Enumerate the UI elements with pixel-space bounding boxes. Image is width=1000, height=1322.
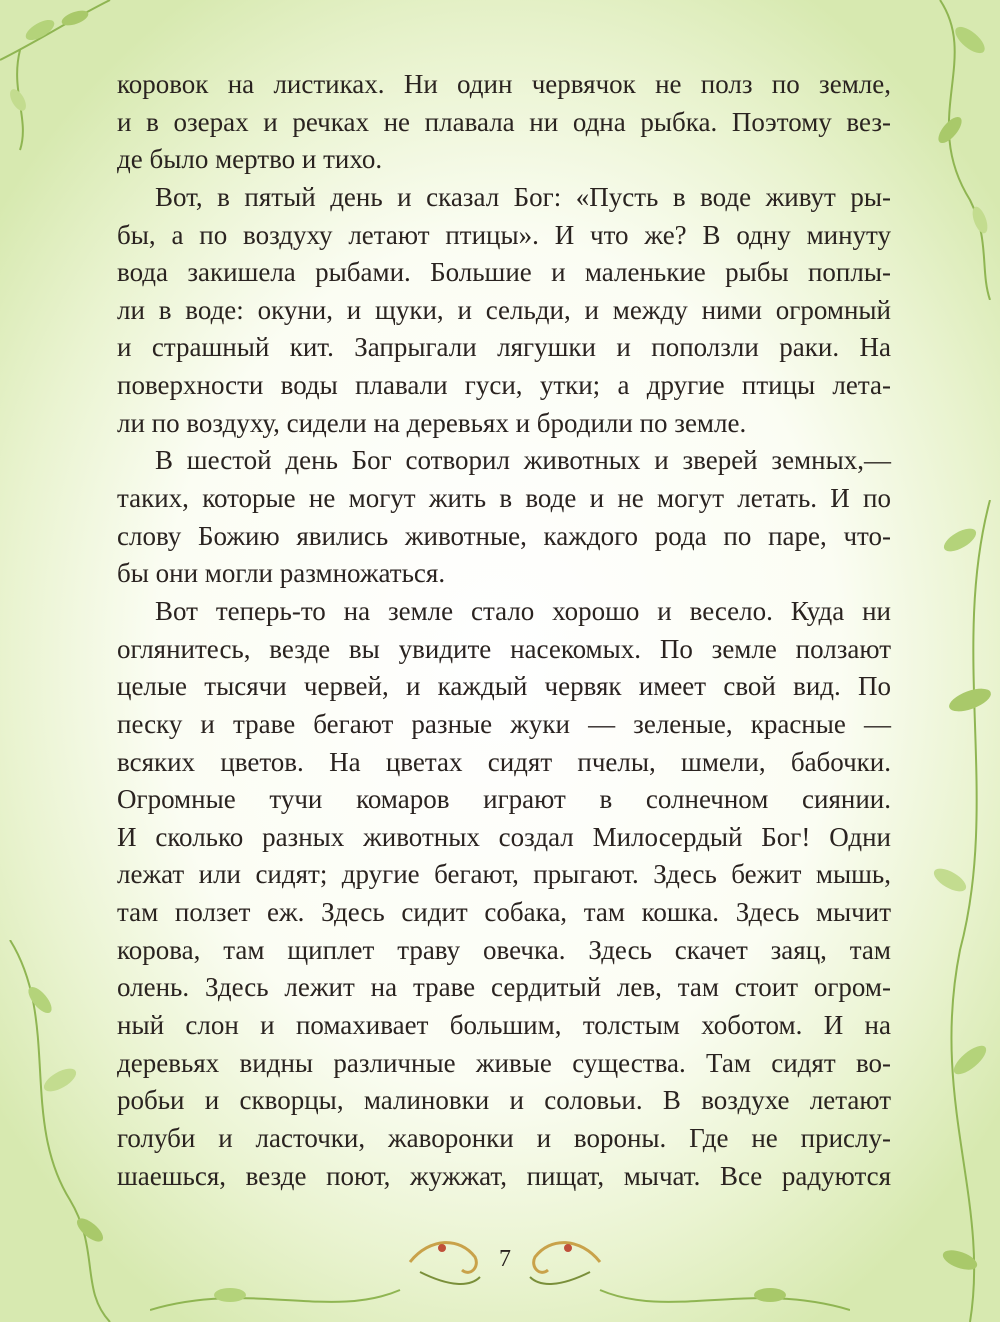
text-line: корова, там щиплет траву овечка. Здесь скачет заяц, там: [117, 934, 891, 965]
text-line: де было мертво и тихо.: [117, 144, 383, 175]
text-line: коровок на листиках. Ни один червячок не полз по земле,: [117, 69, 891, 99]
text-line: Огромные тучи комаров играют в солнечном сиянии.: [117, 784, 891, 815]
text-line: целые тысячи червей, и каждый червяк имеет свой вид. По: [117, 671, 891, 702]
body-text: [117, 66, 891, 1195]
text-line: робьи и скворцы, малиновки и соловьи. В воздухе летают: [117, 1085, 891, 1116]
text-line: вода закишела рыбами. Большие и маленькие рыбы поплы-: [117, 257, 891, 288]
floral-vine-right: [890, 500, 1000, 1322]
text-line: голуби и ласточки, жаворонки и вороны. Где не прислу-: [117, 1122, 891, 1153]
text-line: ли по воздуху, сидели на деревьях и бродили по земле.: [117, 407, 747, 438]
text-line: бы, а по воздуху летают птицы». И что же? В одну минуту: [117, 219, 891, 250]
text-line: всяких цветов. На цветах сидят пчелы, шмели, бабочки.: [117, 746, 891, 777]
text-line: бы они могли размножаться.: [117, 558, 446, 589]
text-line: В шестой день Бог сотворил животных и зверей земных,—: [155, 445, 891, 476]
text-line: и в озерах и речках не плавала ни одна рыбка. Поэтому вез-: [117, 106, 891, 137]
text-line: И сколько разных животных создал Милосердый Бог! Одни: [117, 821, 891, 852]
floral-vine-top-right: [880, 0, 1000, 300]
text-line: Вот, в пятый день и сказал Бог: «Пусть в воде живут ры-: [155, 181, 891, 212]
text-line: и страшный кит. Запрыгали лягушки и поползли раки. На: [117, 332, 891, 363]
text-line: ли в воде: окуни, и щуки, и сельди, и между ними огромный: [117, 294, 891, 325]
page-number-ornament: [400, 1232, 610, 1292]
text-line: ный слон и помахивает большим, толстым хоботом. И на: [117, 1010, 891, 1041]
text-line: песку и траве бегают разные жуки — зеленые, красные —: [117, 708, 891, 739]
text-line: олень. Здесь лежит на траве сердитый лев, там стоит огром-: [117, 972, 891, 1003]
text-line: шаешься, везде поют, жужжат, пищат, мычат. Все радуются: [117, 1160, 891, 1191]
page-number: 7: [499, 1246, 511, 1272]
text-line: оглянитесь, везде вы увидите насекомых. По земле ползают: [117, 633, 891, 664]
text-line: лежат или сидят; другие бегают, прыгают. Здесь бежит мышь,: [117, 859, 891, 890]
text-line: таких, которые не могут жить в воде и не могут летать. И по: [117, 483, 891, 514]
text-line: деревьях видны различные живые существа. Там сидят во-: [117, 1047, 891, 1078]
text-line: поверхности воды плавали гуси, утки; а другие птицы лета-: [117, 370, 891, 401]
text-line: слову Божию явились животные, каждого рода по паре, что-: [117, 520, 891, 551]
text-line: Вот теперь-то на земле стало хорошо и весело. Куда ни: [155, 595, 891, 626]
text-line: там ползет еж. Здесь сидит собака, там кошка. Здесь мычит: [117, 897, 891, 928]
